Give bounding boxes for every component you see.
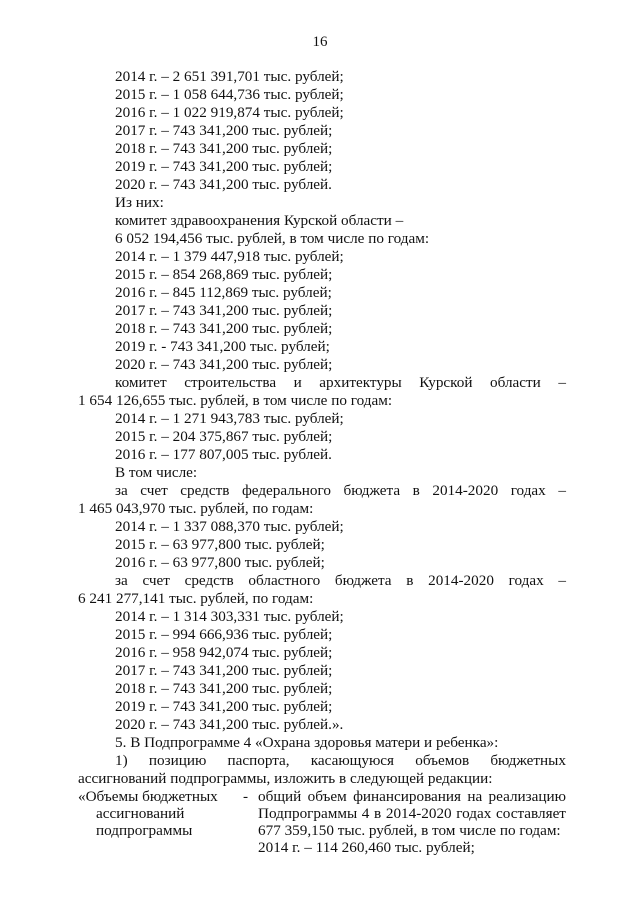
table-dash: - bbox=[243, 788, 249, 805]
text-line: 2016 г. – 63 977,800 тыс. рублей; bbox=[115, 554, 325, 571]
text-line: 2018 г. – 743 341,200 тыс. рублей; bbox=[115, 140, 333, 157]
word: годах bbox=[508, 572, 544, 589]
word: годах bbox=[510, 482, 546, 499]
word: бюджетных bbox=[490, 752, 566, 769]
word: Подпрограммы bbox=[258, 805, 358, 822]
table-right-line bbox=[258, 788, 566, 805]
word: составляет bbox=[496, 805, 566, 822]
text-line: 1 654 126,655 тыс. рублей, в том числе по годам: bbox=[78, 392, 393, 409]
word: 2014-2020 bbox=[428, 572, 494, 589]
word: бюджета bbox=[343, 482, 401, 499]
page-number: 16 bbox=[312, 34, 328, 50]
word: 2014-2020 bbox=[432, 482, 499, 499]
text-line: 2017 г. – 743 341,200 тыс. рублей; bbox=[115, 662, 333, 679]
word: 1) bbox=[115, 752, 128, 769]
text-line: В том числе: bbox=[115, 464, 198, 481]
word: общий bbox=[258, 788, 302, 805]
text-line: 2016 г. – 177 807,005 тыс. рублей. bbox=[115, 446, 332, 463]
section-heading: 5. В Подпрограмме 4 «Охрана здоровья матери и ребенка»: bbox=[115, 734, 499, 751]
word: – bbox=[558, 572, 566, 589]
word: 2014-2020 bbox=[385, 805, 452, 822]
text-line: Из них: bbox=[115, 194, 164, 211]
word: на bbox=[467, 788, 483, 805]
text-line: 2020 г. – 743 341,200 тыс. рублей; bbox=[115, 356, 333, 373]
word: в bbox=[406, 572, 414, 589]
table-right-line bbox=[258, 805, 566, 822]
table-left-column bbox=[78, 788, 253, 839]
table-left-line: подпрограммы bbox=[96, 822, 193, 839]
word: – bbox=[558, 482, 566, 499]
word: и bbox=[293, 374, 302, 391]
construction-committee-line bbox=[78, 374, 566, 391]
table-right-column bbox=[258, 788, 566, 856]
text-line: 2016 г. – 1 022 919,874 тыс. рублей; bbox=[115, 104, 344, 121]
text-line: 6 052 194,456 тыс. рублей, в том числе по годам: bbox=[115, 230, 430, 247]
text-line: 2019 г. - 743 341,200 тыс. рублей; bbox=[115, 338, 330, 355]
word: средств bbox=[180, 482, 230, 499]
text-line: 2017 г. – 743 341,200 тыс. рублей; bbox=[115, 122, 333, 139]
table-right-line: 677 359,150 тыс. рублей, в том числе по годам: bbox=[258, 822, 561, 839]
text-line: 2019 г. – 743 341,200 тыс. рублей; bbox=[115, 698, 333, 715]
text-line: 2020 г. – 743 341,200 тыс. рублей. bbox=[115, 176, 332, 193]
word: – bbox=[558, 374, 566, 391]
word: в bbox=[374, 805, 382, 822]
word: счет bbox=[142, 572, 170, 589]
word: за bbox=[115, 482, 128, 499]
text-line: 2014 г. – 2 651 391,701 тыс. рублей; bbox=[115, 68, 344, 85]
text-line: 2014 г. – 1 379 447,918 тыс. рублей; bbox=[115, 248, 344, 265]
text-line: 2016 г. – 845 112,869 тыс. рублей; bbox=[115, 284, 332, 301]
text-line: 2016 г. – 958 942,074 тыс. рублей; bbox=[115, 644, 333, 661]
word: средств bbox=[184, 572, 234, 589]
table-right-line: 2014 г. – 114 260,460 тыс. рублей; bbox=[258, 839, 475, 856]
text-line: 2019 г. – 743 341,200 тыс. рублей; bbox=[115, 158, 333, 175]
word: в bbox=[412, 482, 420, 499]
text-line: 2015 г. – 854 268,869 тыс. рублей; bbox=[115, 266, 333, 283]
word: объем bbox=[307, 788, 347, 805]
regional-budget-line bbox=[78, 572, 566, 589]
word: касающуюся bbox=[310, 752, 395, 769]
text-line: 2015 г. – 1 058 644,736 тыс. рублей; bbox=[115, 86, 344, 103]
word: за bbox=[115, 572, 128, 589]
word: областного bbox=[248, 572, 321, 589]
text-line: 2018 г. – 743 341,200 тыс. рублей; bbox=[115, 320, 333, 337]
word: позицию bbox=[148, 752, 207, 769]
word: Курской bbox=[419, 374, 473, 391]
word: строительства bbox=[184, 374, 277, 391]
text-line: 6 241 277,141 тыс. рублей, по годам: bbox=[78, 590, 314, 607]
text-line: 2020 г. – 743 341,200 тыс. рублей.». bbox=[115, 716, 344, 733]
text-line: 1 465 043,970 тыс. рублей, по годам: bbox=[78, 500, 314, 517]
text-line: 2018 г. – 743 341,200 тыс. рублей; bbox=[115, 680, 333, 697]
text-line: 2017 г. – 743 341,200 тыс. рублей; bbox=[115, 302, 333, 319]
text-line: 2014 г. – 1 314 303,331 тыс. рублей; bbox=[115, 608, 344, 625]
text-line: ассигнований подпрограммы, изложить в следующей редакции: bbox=[78, 770, 493, 787]
table-left-line: ассигнований bbox=[96, 805, 185, 822]
word: комитет bbox=[115, 374, 167, 391]
table-left-line: «Объемы бюджетных bbox=[78, 788, 218, 805]
word: области bbox=[490, 374, 541, 391]
text-line: 2015 г. – 204 375,867 тыс. рублей; bbox=[115, 428, 333, 445]
word: федерального bbox=[241, 482, 331, 499]
text-line: 2015 г. – 63 977,800 тыс. рублей; bbox=[115, 536, 325, 553]
word: бюджета bbox=[334, 572, 392, 589]
item-1-line bbox=[78, 752, 566, 769]
text-line: комитет здравоохранения Курской области – bbox=[115, 212, 404, 229]
text-line: 2014 г. – 1 271 943,783 тыс. рублей; bbox=[115, 410, 344, 427]
word: объемов bbox=[415, 752, 470, 769]
word: архитектуры bbox=[319, 374, 402, 391]
word: паспорта, bbox=[227, 752, 290, 769]
word: счет bbox=[140, 482, 168, 499]
word: реализацию bbox=[488, 788, 566, 805]
text-line: 2015 г. – 994 666,936 тыс. рублей; bbox=[115, 626, 333, 643]
federal-budget-line bbox=[78, 482, 566, 499]
word: 4 bbox=[361, 805, 370, 822]
text-line: 2014 г. – 1 337 088,370 тыс. рублей; bbox=[115, 518, 344, 535]
word: финансирования bbox=[353, 788, 462, 805]
word: годах bbox=[456, 805, 492, 822]
